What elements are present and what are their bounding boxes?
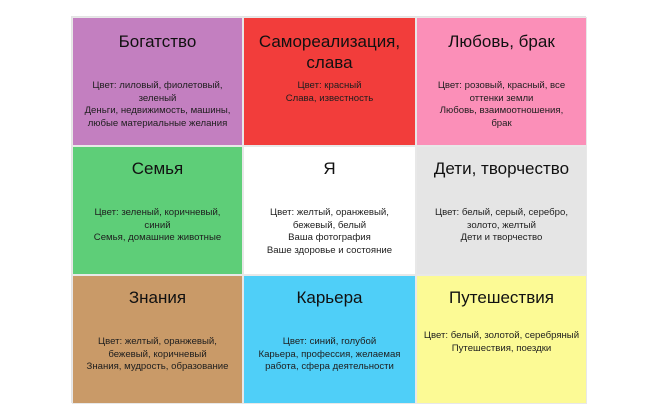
sector-line: Дети и творчество bbox=[460, 232, 543, 244]
sector-title: Семья bbox=[131, 159, 184, 178]
sector-line: Ваша фотография bbox=[288, 232, 371, 244]
sector-line: Цвет: лиловый, фиолетовый, bbox=[92, 80, 223, 91]
sector-line: брак bbox=[491, 117, 512, 129]
sector-line: работа, сфера деятельности bbox=[265, 361, 394, 373]
sector-knowledge bbox=[72, 275, 243, 404]
sector-line: золото, желтый bbox=[467, 219, 536, 231]
sector-line: Цвет: белый, золотой, серебряный bbox=[423, 330, 580, 341]
sector-line: Цвет: красный bbox=[297, 80, 362, 91]
sector-line: Цвет: желтый, оранжевый, bbox=[98, 336, 217, 347]
sector-title: Карьера bbox=[296, 288, 363, 307]
sector-career bbox=[243, 275, 416, 404]
sector-line: Семья, домашние животные bbox=[93, 232, 222, 244]
sector-family bbox=[72, 146, 243, 275]
sector-fame bbox=[243, 17, 416, 146]
sector-line: зеленый bbox=[138, 92, 177, 104]
sector-title: Путешествия bbox=[449, 288, 554, 307]
sector-description bbox=[247, 80, 412, 105]
sector-title: Любовь, брак bbox=[448, 32, 555, 51]
sector-line: Карьера, профессия, желаемая bbox=[258, 348, 401, 360]
sector-title: Я bbox=[323, 159, 336, 178]
sector-children bbox=[416, 146, 587, 275]
sector-line: Цвет: желтый, оранжевый, bbox=[270, 207, 389, 218]
sector-line: Цвет: синий, голубой bbox=[282, 336, 377, 347]
sector-line: Слава, известность bbox=[285, 92, 374, 104]
sector-line: Деньги, недвижимость, машины, bbox=[84, 105, 231, 117]
sector-line: Цвет: розовый, красный, все bbox=[437, 80, 566, 91]
sector-line: бежевый, белый bbox=[292, 219, 367, 231]
sector-line: синий bbox=[144, 219, 171, 231]
sector-self bbox=[243, 146, 416, 275]
sector-line: Знания, мудрость, образование bbox=[86, 361, 229, 373]
sector-description bbox=[420, 80, 583, 130]
sector-description bbox=[76, 80, 239, 130]
sector-line: любые материальные желания bbox=[87, 117, 228, 129]
sector-line: Ваше здоровье и состояние bbox=[266, 244, 393, 256]
sector-description bbox=[420, 207, 583, 245]
sector-line: Цвет: белый, серый, серебро, bbox=[435, 207, 568, 218]
sector-travel bbox=[416, 275, 587, 404]
sector-title: Богатство bbox=[118, 32, 197, 51]
sector-title: Знания bbox=[128, 288, 187, 307]
sector-description bbox=[247, 207, 412, 257]
sector-description bbox=[420, 330, 583, 355]
sector-line: Любовь, взаимоотношения, bbox=[439, 105, 564, 117]
sector-title: Самореализация, слава bbox=[258, 32, 401, 72]
sector-wealth bbox=[72, 17, 243, 146]
bagua-grid bbox=[71, 16, 586, 403]
sector-title: Дети, творчество bbox=[433, 159, 570, 178]
sector-line: оттенки земли bbox=[469, 92, 534, 104]
sector-description bbox=[76, 207, 239, 245]
sector-description bbox=[76, 336, 239, 374]
sector-line: Цвет: зеленый, коричневый, bbox=[94, 207, 221, 218]
sector-line: бежевый, коричневый bbox=[108, 348, 207, 360]
sector-love bbox=[416, 17, 587, 146]
sector-line: Путешествия, поездки bbox=[451, 342, 552, 354]
sector-description bbox=[247, 336, 412, 374]
